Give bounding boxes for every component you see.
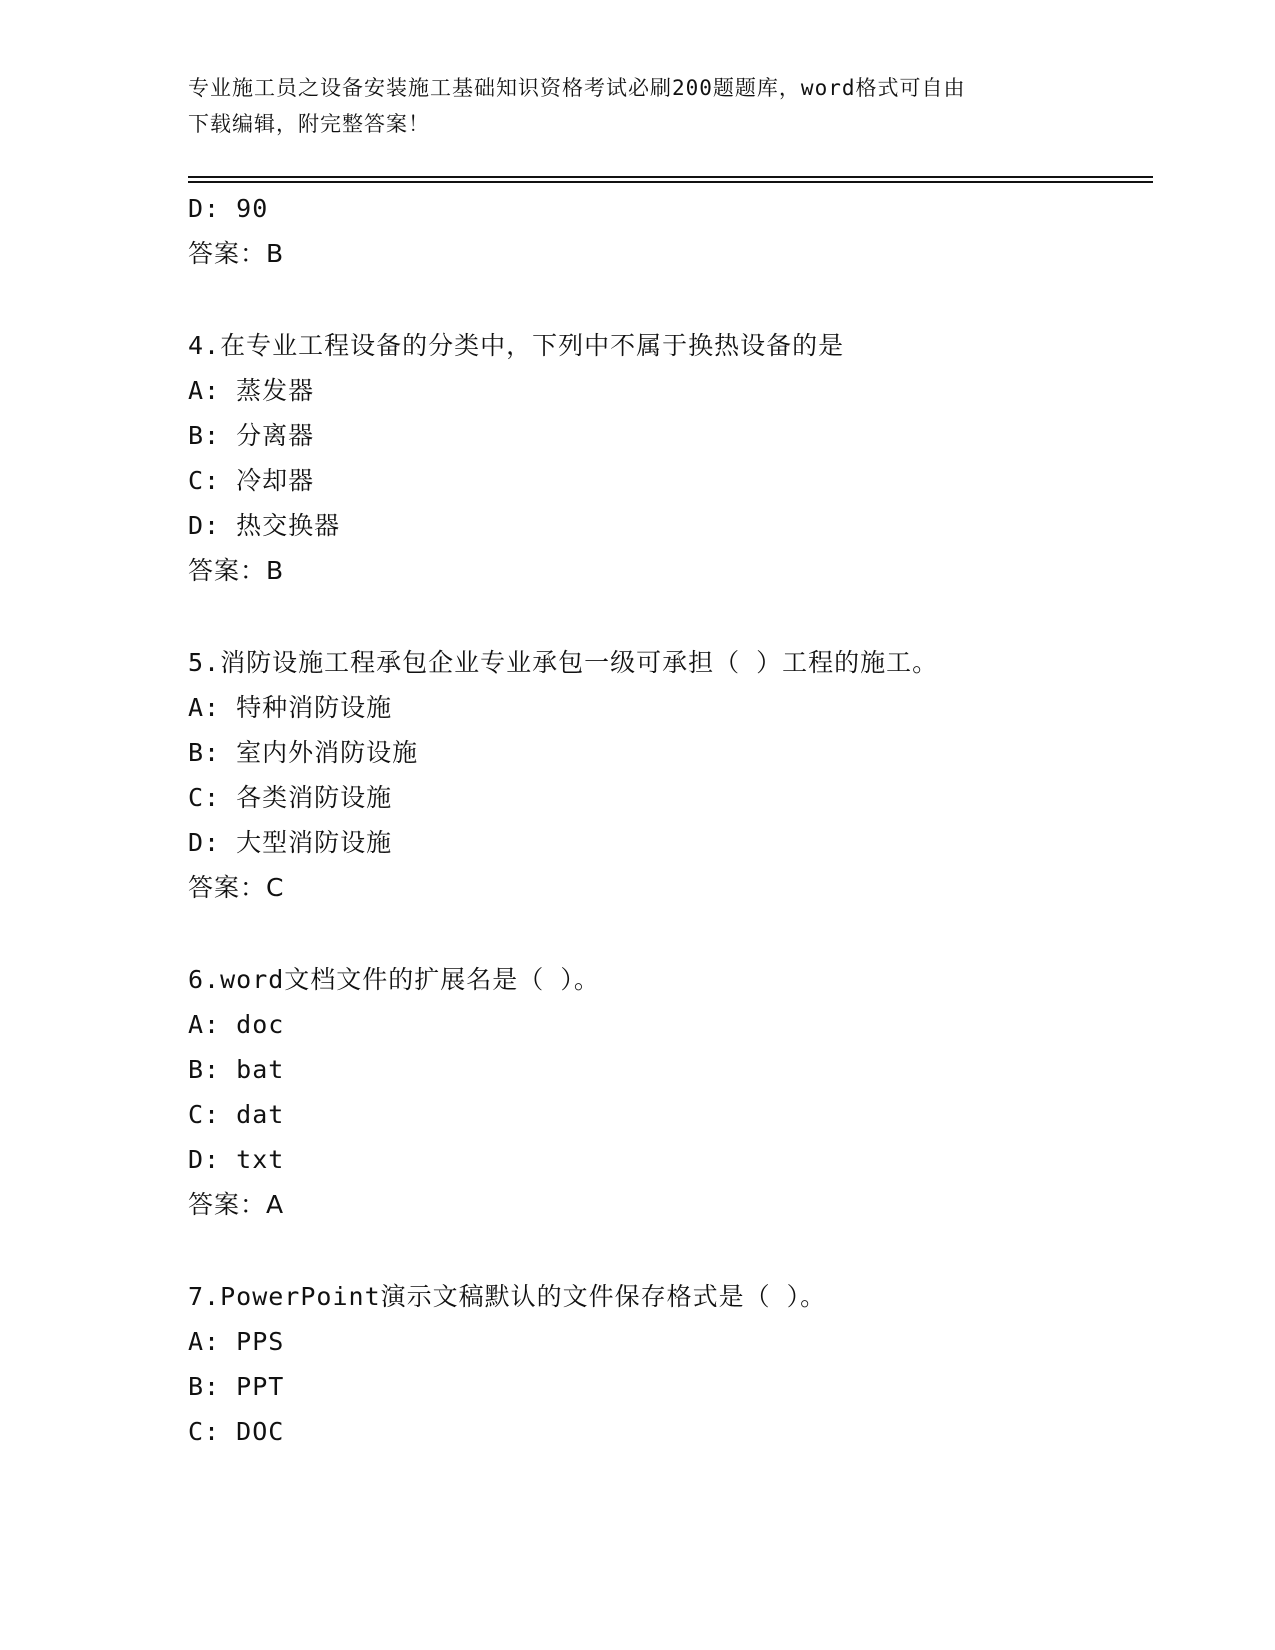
question-stem: 7.PowerPoint演示文稿默认的文件保存格式是（ ）。: [188, 1282, 827, 1311]
header-rule-top: [188, 176, 1153, 178]
answer-line: 答案：C: [188, 873, 285, 902]
header-line-2: 下载编辑，附完整答案！: [188, 112, 430, 136]
header-rule-bottom: [188, 181, 1153, 183]
option-b: B: 室内外消防设施: [188, 738, 419, 767]
option-d: D: 大型消防设施: [188, 828, 393, 857]
question-block-7: [188, 1274, 1153, 1454]
option-a: A: doc: [188, 1010, 285, 1039]
option-c: C: DOC: [188, 1417, 285, 1446]
option-c: C: 冷却器: [188, 466, 315, 495]
option-d: D: txt: [188, 1145, 285, 1174]
question-block-5: [188, 640, 1153, 910]
question-stem: 5.消防设施工程承包企业专业承包一级可承担（ ）工程的施工。: [188, 648, 939, 677]
option-b: B: bat: [188, 1055, 285, 1084]
question-block-4: [188, 323, 1153, 593]
answer-line: 答案：B: [188, 239, 285, 268]
option-a: A: 蒸发器: [188, 376, 315, 405]
question-block-6: [188, 957, 1153, 1227]
answer-line: 答案：B: [188, 556, 285, 585]
option-d: D: 热交换器: [188, 511, 341, 540]
option-d: D: 90: [188, 194, 269, 223]
question-stem: 4.在专业工程设备的分类中，下列中不属于换热设备的是: [188, 331, 845, 360]
question-stem: 6.word文档文件的扩展名是（ ）。: [188, 965, 600, 994]
option-b: B: 分离器: [188, 421, 315, 450]
option-a: A: 特种消防设施: [188, 693, 393, 722]
header-line-1: 专业施工员之设备安装施工基础知识资格考试必刷200题题库，word格式可自由: [188, 76, 966, 100]
option-c: C: dat: [188, 1100, 285, 1129]
option-b: B: PPT: [188, 1372, 285, 1401]
answer-line: 答案：A: [188, 1190, 285, 1219]
option-a: A: PPS: [188, 1327, 285, 1356]
option-c: C: 各类消防设施: [188, 783, 393, 812]
question-list: [188, 186, 1153, 1454]
document-header: [188, 70, 1068, 142]
